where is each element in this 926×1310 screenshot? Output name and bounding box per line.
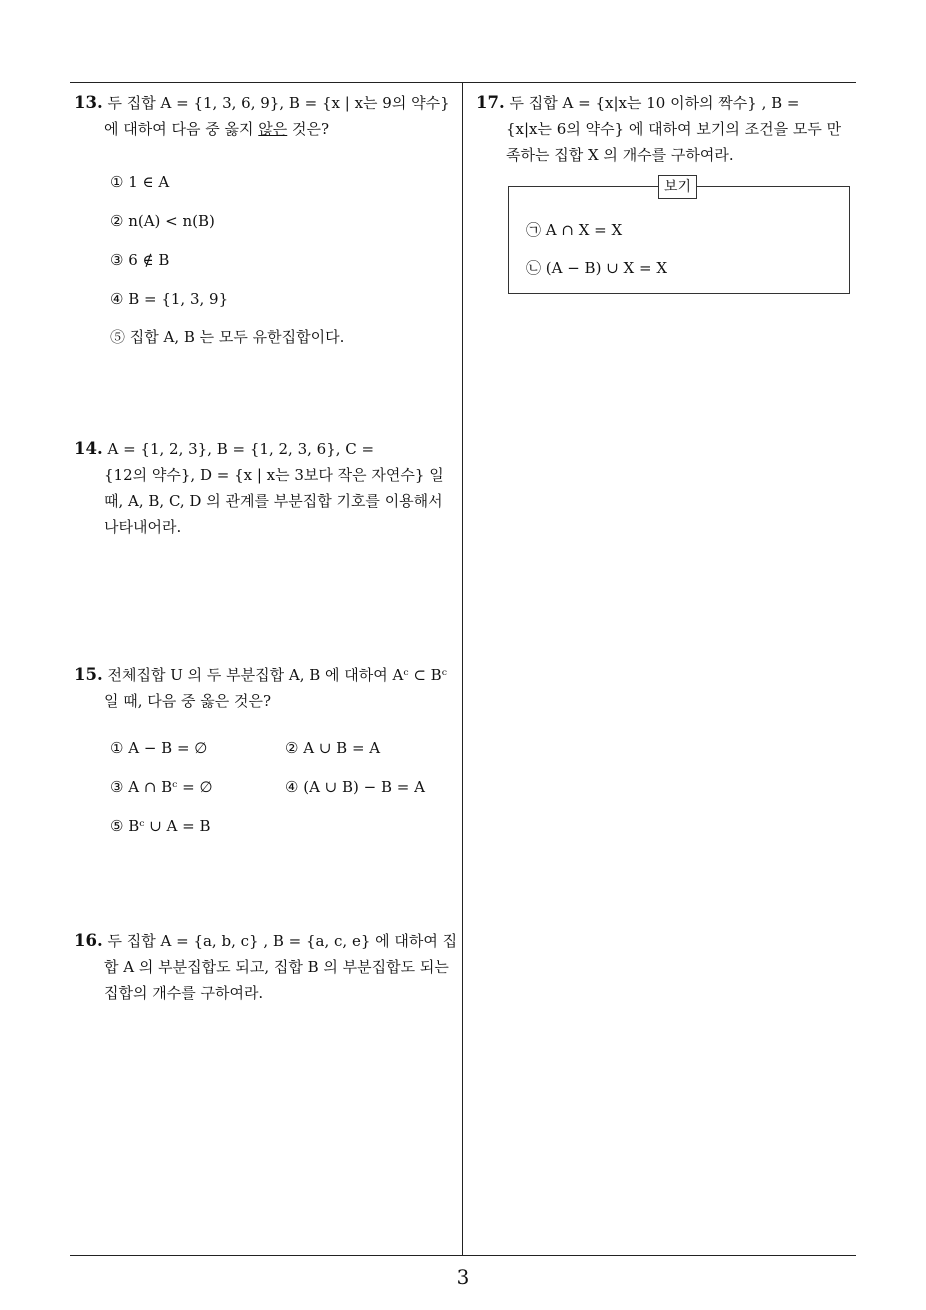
option-3: ③ 6 ∉ B bbox=[110, 251, 170, 269]
question-13 bbox=[74, 90, 459, 142]
page-number: 3 bbox=[456, 1265, 470, 1289]
question-13-line-1 bbox=[74, 90, 459, 116]
question-14 bbox=[74, 436, 459, 540]
question-number: 15. bbox=[74, 665, 103, 684]
bottom-rule bbox=[70, 1255, 856, 1256]
question-13-line-2 bbox=[74, 116, 459, 142]
option-4: ④ B = {1, 3, 9} bbox=[110, 290, 229, 308]
option-2: ② A ∪ B = A bbox=[285, 739, 381, 757]
bogi-item-2: ㉡ (A − B) ∪ X = X bbox=[526, 259, 667, 277]
question-16 bbox=[74, 928, 459, 1006]
option-5: ⑤ Bᶜ ∪ A = B bbox=[110, 817, 211, 835]
bogi-item-1: ㉠ A ∩ X = X bbox=[526, 221, 623, 239]
question-number: 16. bbox=[74, 931, 103, 950]
question-15-line-2: 일 때, 다음 중 옳은 것은? bbox=[104, 692, 272, 710]
option-2: ② n(A) < n(B) bbox=[110, 212, 215, 230]
option-3: ③ A ∩ Bᶜ = ∅ bbox=[110, 778, 213, 796]
option-4: ④ (A ∪ B) − B = A bbox=[285, 778, 425, 796]
option-1: ① 1 ∈ A bbox=[110, 173, 170, 191]
question-17-line-3: 족하는 집합 X 의 개수를 구하여라. bbox=[506, 146, 734, 164]
question-16-line-3: 집합의 개수를 구하여라. bbox=[104, 984, 264, 1002]
question-16-text: 두 집합 A = {a, b, c} , B = {a, c, e} 에 대하여 집 bbox=[107, 932, 458, 950]
question-17-text: 두 집합 A = {x|x는 10 이하의 짝수} , B = bbox=[509, 94, 800, 112]
question-number: 17. bbox=[476, 93, 505, 112]
underlined-word: 않은 bbox=[258, 120, 288, 138]
question-16-line-2: 합 A 의 부분집합도 되고, 집합 B 의 부분집합도 되는 bbox=[104, 958, 449, 976]
question-17 bbox=[476, 90, 856, 168]
top-rule bbox=[70, 82, 856, 83]
question-15-line-1 bbox=[74, 662, 459, 688]
question-number: 13. bbox=[74, 93, 103, 112]
question-number: 14. bbox=[74, 439, 103, 458]
bogi-title: 보기 bbox=[658, 175, 697, 199]
question-14-line-3: 때, A, B, C, D 의 관계를 부분집합 기호를 이용해서 bbox=[104, 492, 443, 510]
question-14-line-4: 나타내어라. bbox=[104, 518, 182, 536]
question-13-text: 두 집합 A = {1, 3, 6, 9}, B = {x | x는 9의 약수} bbox=[107, 94, 450, 112]
question-14-line-1 bbox=[74, 436, 459, 462]
question-15-text: 전체집합 U 의 두 부분집합 A, B 에 대하여 Aᶜ ⊂ Bᶜ bbox=[107, 666, 447, 684]
option-1: ① A − B = ∅ bbox=[110, 739, 208, 757]
question-13-text-2b: 것은? bbox=[287, 120, 330, 138]
option-5: ⑤ 집합 A, B 는 모두 유한집합이다. bbox=[110, 328, 345, 346]
column-divider bbox=[462, 82, 463, 1255]
question-15 bbox=[74, 662, 459, 714]
question-17-line-2: {x|x는 6의 약수} 에 대하여 보기의 조건을 모두 만 bbox=[506, 120, 842, 138]
question-16-line-1 bbox=[74, 928, 459, 954]
question-13-text-2a: 에 대하여 다음 중 옳지 bbox=[104, 120, 259, 138]
question-14-text: A = {1, 2, 3}, B = {1, 2, 3, 6}, C = bbox=[107, 440, 375, 458]
question-17-line-1 bbox=[476, 90, 856, 116]
question-14-line-2: {12의 약수}, D = {x | x는 3보다 작은 자연수} 일 bbox=[104, 466, 444, 484]
